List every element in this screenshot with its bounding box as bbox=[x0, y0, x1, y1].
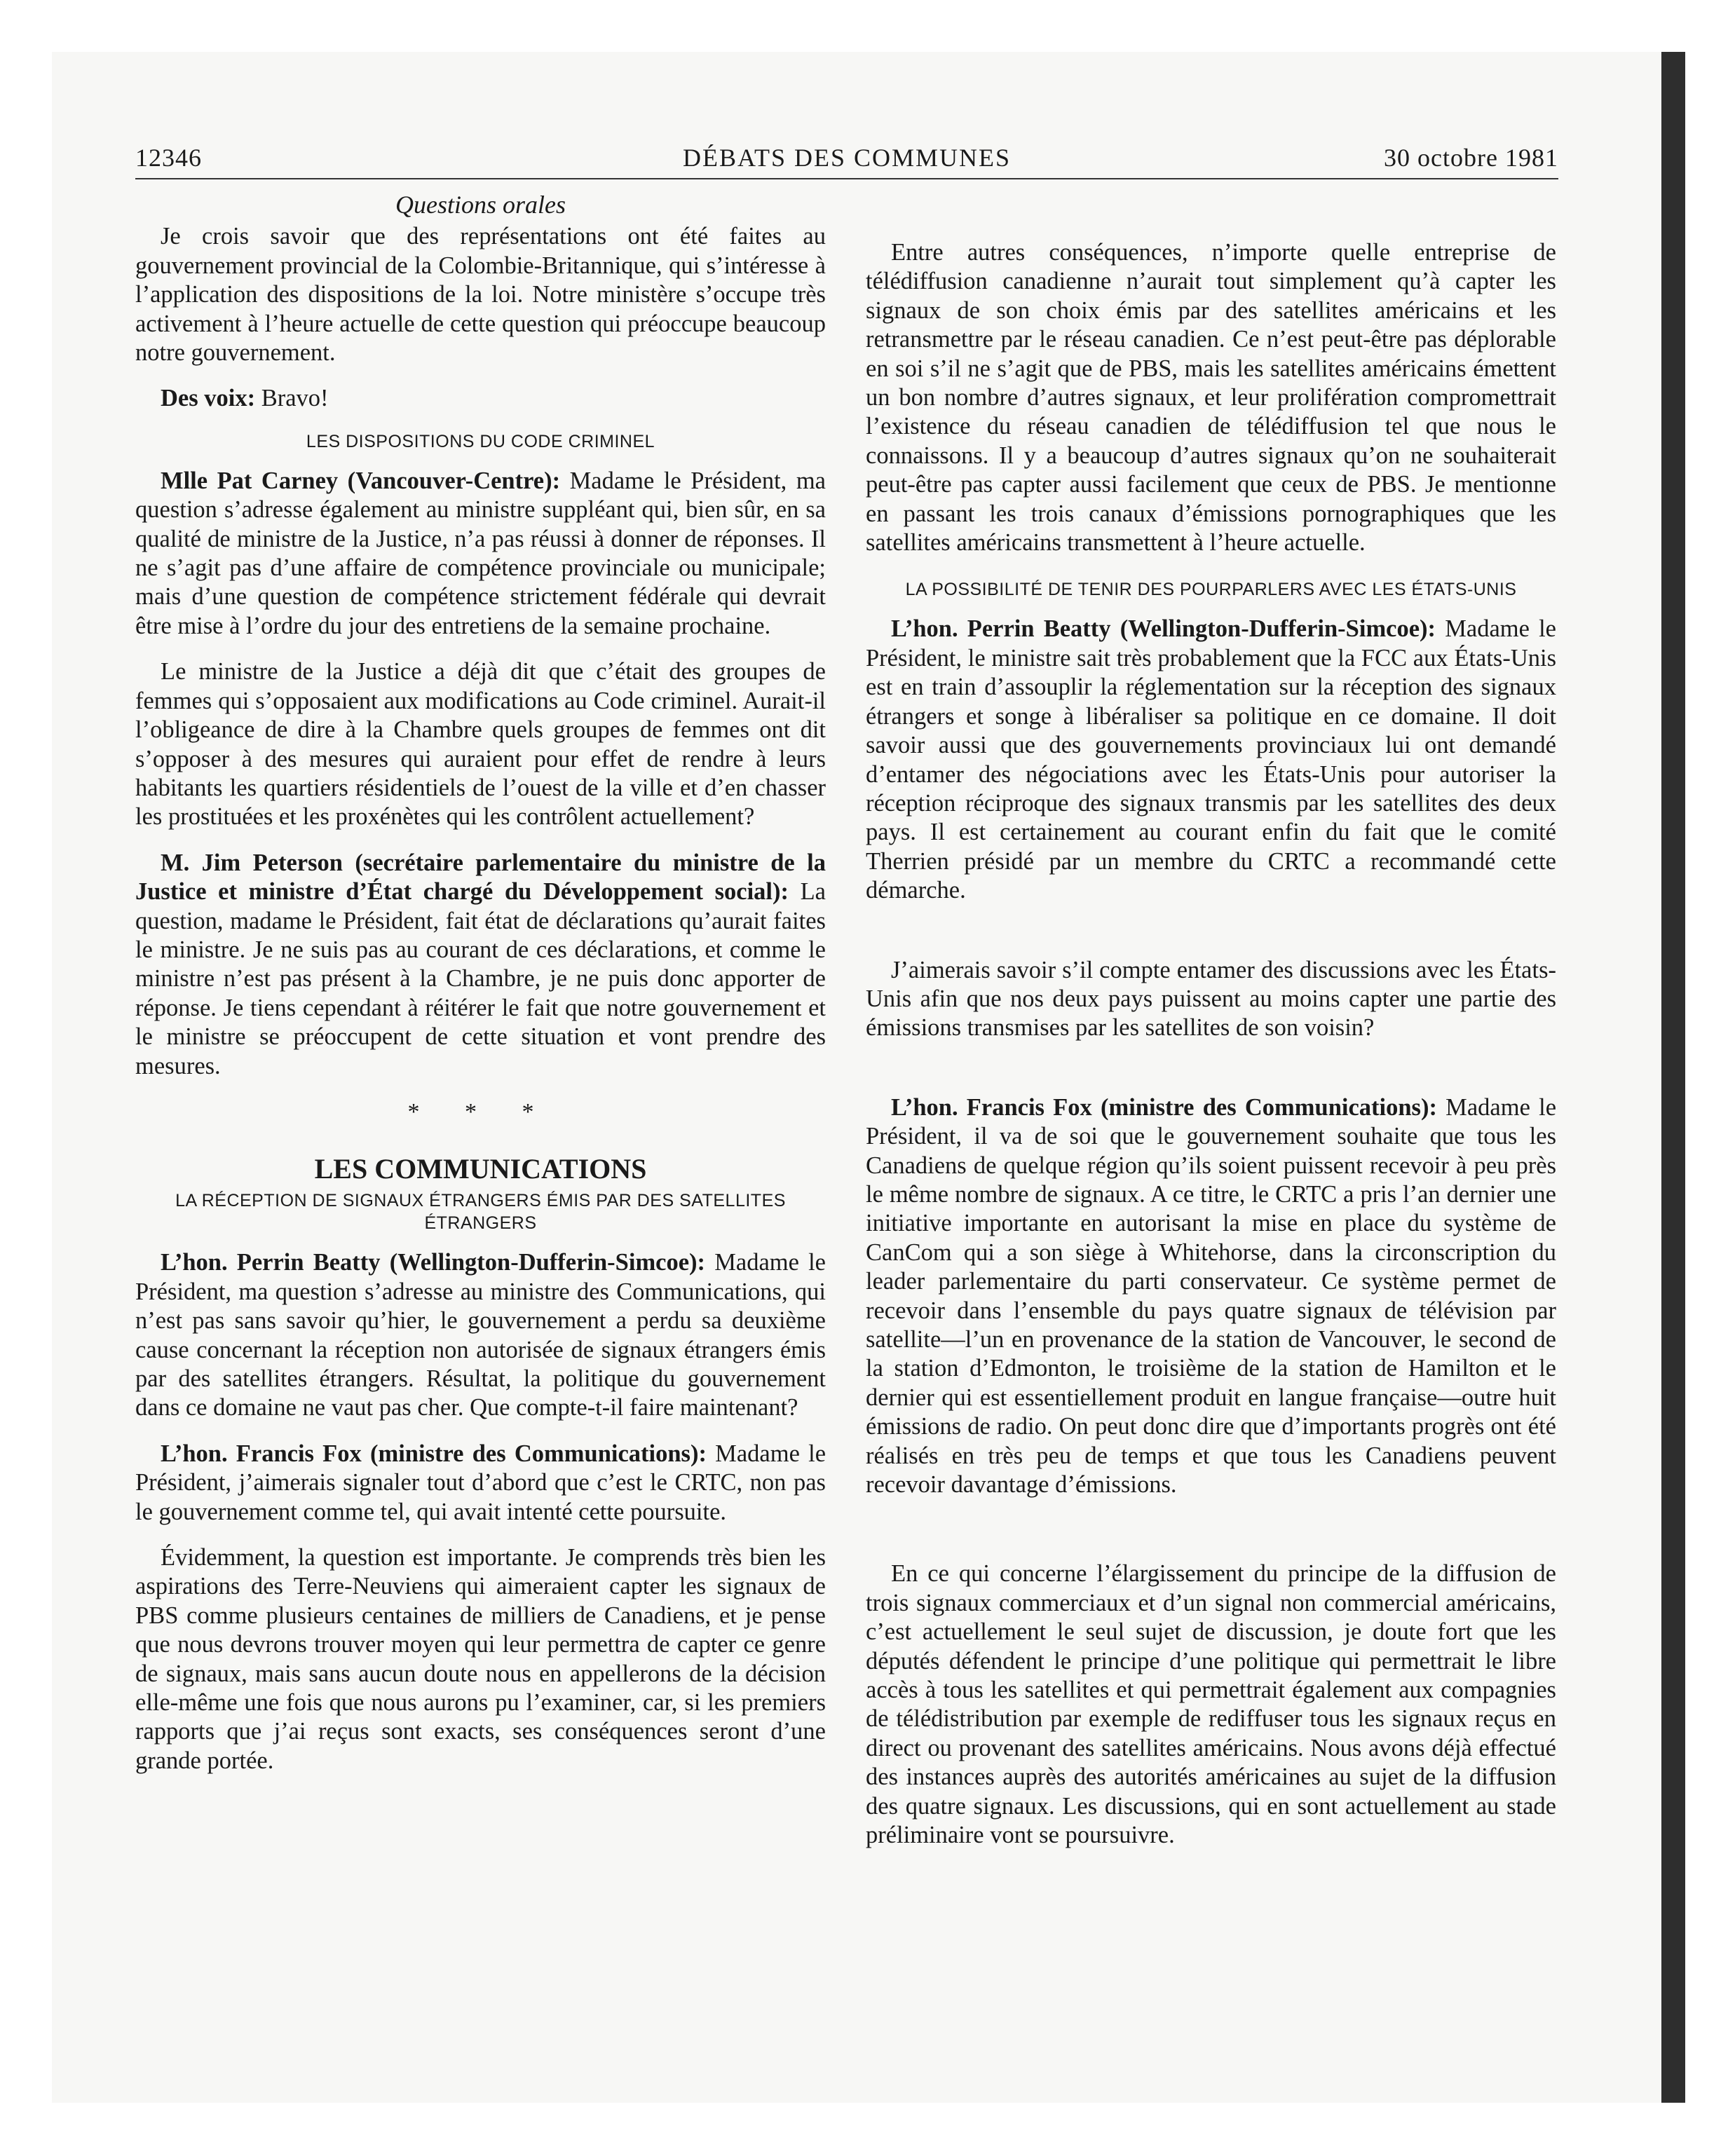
speech-text: Madame le Président, ma question s’adresse également au ministre suppléant qui, bien sûr, en sa qualité de ministre de la Justice, n’a pas réussi à donner de réponses. Il ne s’agit pas d’une affaire de compétence provinciale ou municipale; mais d’une question de compétence strictement fédérale qui devrait être mise à l’ordre du jour des entretiens de la semaine prochaine. bbox=[135, 467, 826, 639]
paragraph: Évidemment, la question est importante. Je comprends très bien les aspirations des Terre-Neuviens qui aimeraient capter les signaux de PBS comme plusieurs centaines de milliers de Canadiens, et je pense que nous devrons trouver moyen qui leur permettra de capter ce genre de signaux, mais sans aucun doute nous en appellerons de la décision elle-même une fois que nous aurons pu l’examiner, car, si les premiers rapports que j’ai reçus sont exacts, ses conséquences seront d’une grande portée. bbox=[135, 1544, 826, 1774]
running-head bbox=[135, 143, 1558, 179]
section-separator: * * * bbox=[407, 1098, 554, 1125]
speech-text: Madame le Président, il va de soi que le gouvernement souhaite que tous les Canadiens de quelque région qu’ils soient puissent recevoir à peu près le même nombre de signaux. A ce titre, le CRTC a pris l’an dernier une initiative importante en autorisant la mise en place du système de CanCom qui a son siège à Whitehorse, dans la circonscription du leader parlementaire du parti conservateur. Ce système permet de recevoir dans l’ensemble du pays quatre signaux de télévision par satellite—l’un en provenance de la station de Vancouver, le second de la station d’Edmonton, le troisième de la station de Hamilton et le dernier qui est essentiellement produit en langue française—outre huit émissions de radio. On peut donc dire que d’importants progrès ont été réalisés en très peu de temps et que tous les Canadiens peuvent recevoir davantage d’émissions. bbox=[866, 1093, 1557, 1499]
rubric-heading: LES COMMUNICATIONS bbox=[314, 1153, 647, 1185]
speaker-name: L’hon. Perrin Beatty (Wellington-Dufferin-Simcoe): bbox=[161, 1249, 706, 1276]
paragraph: J’aimerais savoir s’il compte entamer des discussions avec les États-Unis afin que nos deux pays puissent au moins capter une partie des émissions transmises par les satellites de son voisin? bbox=[866, 956, 1556, 1042]
speaker-name: M. Jim Peterson (secrétaire parlementaire du ministre de la Justice et ministre d’État chargé du Développement social): bbox=[135, 849, 826, 906]
paragraph bbox=[135, 384, 826, 413]
issue-date: 30 octobre 1981 bbox=[1384, 144, 1558, 172]
speaker-name: L’hon. Francis Fox (ministre des Communications): bbox=[161, 1440, 707, 1467]
speech-text: La question, madame le Président, fait état de déclarations qu’aurait faites le ministre. Je ne suis pas au courant de ces déclarations, et comme le ministre n’est pas présent à la Chambre, je ne puis donc apporter de réponse. Je tiens cependant à réitérer le fait que notre gouvernement et le ministre se préoccupent de cette situation et vont prendre des mesures. bbox=[135, 878, 826, 1079]
paragraph bbox=[135, 467, 826, 641]
paragraph bbox=[866, 615, 1556, 905]
header-rule bbox=[135, 178, 1558, 179]
journal-title: DÉBATS DES COMMUNES bbox=[682, 144, 1012, 172]
paragraph: Entre autres conséquences, n’importe quelle entreprise de télédiffusion canadienne n’aurait tout simplement qu’à capter les signaux de son choix émis par des satellites américains et les retransmettre par le réseau canadien. Ce n’est peut-être pas déplorable en soi s’il ne s’agit que de PBS, mais les satellites américains émettent un bon nombre d’autres signaux, et leur prolifération compromettrait l’existence du réseau canadien de télédiffusion tel que nous le connaissons. Il y a beaucoup d’autres signaux qu’on ne souhaiterait peut-être pas capter aussi facilement que ceux de PBS. Je mentionne en passant les trois canaux d’émissions pornographiques que les satellites américains transmettent à l’heure actuelle. bbox=[866, 239, 1556, 557]
speaker-name: Mlle Pat Carney (Vancouver-Centre): bbox=[161, 467, 561, 494]
speech-text: Madame le Président, ma question s’adresse au ministre des Communications, qui n’est pas sans savoir qu’hier, le gouvernement a perdu sa deuxième cause concernant la réception non autorisée de signaux étrangers émis par des satellites étrangers. Résultat, la politique du gouvernement dans ce domaine ne vaut pas cher. Que compte-t-il faire maintenant? bbox=[135, 1249, 826, 1421]
page-edge-shadow bbox=[1661, 52, 1685, 2103]
paragraph bbox=[866, 1093, 1556, 1500]
paragraph-gap bbox=[866, 1516, 1556, 1560]
paragraph: En ce qui concerne l’élargissement du principe de la diffusion de trois signaux commerciaux et d’un signal non commercial américains, c’est actuellement le seul sujet de discussion, je doute fort que les députés défendent le principe d’une politique qui permettrait le libre accès à tous les satellites et qui permettrait également aux compagnies de télédistribution par exemple de rediffuser tous les signaux reçus en direct ou provenant des satellites américains. Nous avons déjà effectué des instances auprès des autorités américaines au sujet de la diffusion des quatre signaux. Les discussions, qui en sont actuellement au stade préliminaire vont se poursuivre. bbox=[866, 1560, 1556, 1849]
left-column bbox=[135, 191, 826, 1775]
speaker-name: L’hon. Perrin Beatty (Wellington-Dufferin-Simcoe): bbox=[891, 615, 1436, 643]
speaker-name: L’hon. Francis Fox (ministre des Communications): bbox=[891, 1093, 1437, 1121]
paragraph bbox=[135, 1440, 826, 1527]
paragraph-gap bbox=[866, 922, 1556, 956]
subject-heading: LA POSSIBILITÉ DE TENIR DES POURPARLERS AVEC LES ÉTATS-UNIS bbox=[905, 580, 1517, 600]
page-number: 12346 bbox=[135, 144, 202, 172]
paragraph bbox=[135, 1248, 826, 1422]
subject-heading: LES DISPOSITIONS DU CODE CRIMINEL bbox=[306, 431, 655, 451]
speech-text: Madame le Président, j’aimerais signaler tout d’abord que c’est le CRTC, non pas le gouvernement comme tel, qui avait intenté cette poursuite. bbox=[135, 1440, 826, 1525]
speaker-name: Des voix: bbox=[161, 385, 256, 412]
paragraph-gap bbox=[866, 1060, 1556, 1093]
speech-text: Bravo! bbox=[255, 385, 329, 412]
paragraph: Le ministre de la Justice a déjà dit que c’était des groupes de femmes qui s’opposaient aux modifications au Code criminel. Aurait-il l’obligeance de dire à la Chambre quels groupes de femmes ont dit s’opposer à des mesures qui auraient pour effet de rendre à leurs habitants les quartiers résidentiels de l’ouest de la ville et d’en chasser les prostituées et les proxénètes qui les contrôlent actuellement? bbox=[135, 658, 826, 831]
section-title: Questions orales bbox=[395, 191, 566, 219]
right-column bbox=[866, 238, 1556, 1850]
paragraph: Je crois savoir que des représentations ont été faites au gouvernement provincial de la Colombie-Britannique, qui s’intéresse à l’application des dispositions de la loi. Notre ministère s’occupe très activement à l’heure actuelle de cette question qui préoccupe beaucoup notre gouvernement. bbox=[135, 223, 826, 367]
speech-text: Madame le Président, le ministre sait très probablement que la FCC aux États-Unis est en train d’assouplir la réglementation sur la réception des signaux étrangers et songe à libéraliser sa politique en ce domaine. Il doit savoir aussi que des gouvernements provinciaux lui ont demandé d’entamer des négociations avec les États-Unis pour autoriser la réception réciproque des signaux transmis par les satellites des deux pays. Il est certainement au courant enfin du fait que le comité Therrien présidé par un membre du CRTC a recommandé cette démarche. bbox=[866, 615, 1556, 904]
subject-heading: LA RÉCEPTION DE SIGNAUX ÉTRANGERS ÉMIS PAR DES SATELLITES ÉTRANGERS bbox=[175, 1191, 786, 1234]
paragraph bbox=[135, 849, 826, 1081]
